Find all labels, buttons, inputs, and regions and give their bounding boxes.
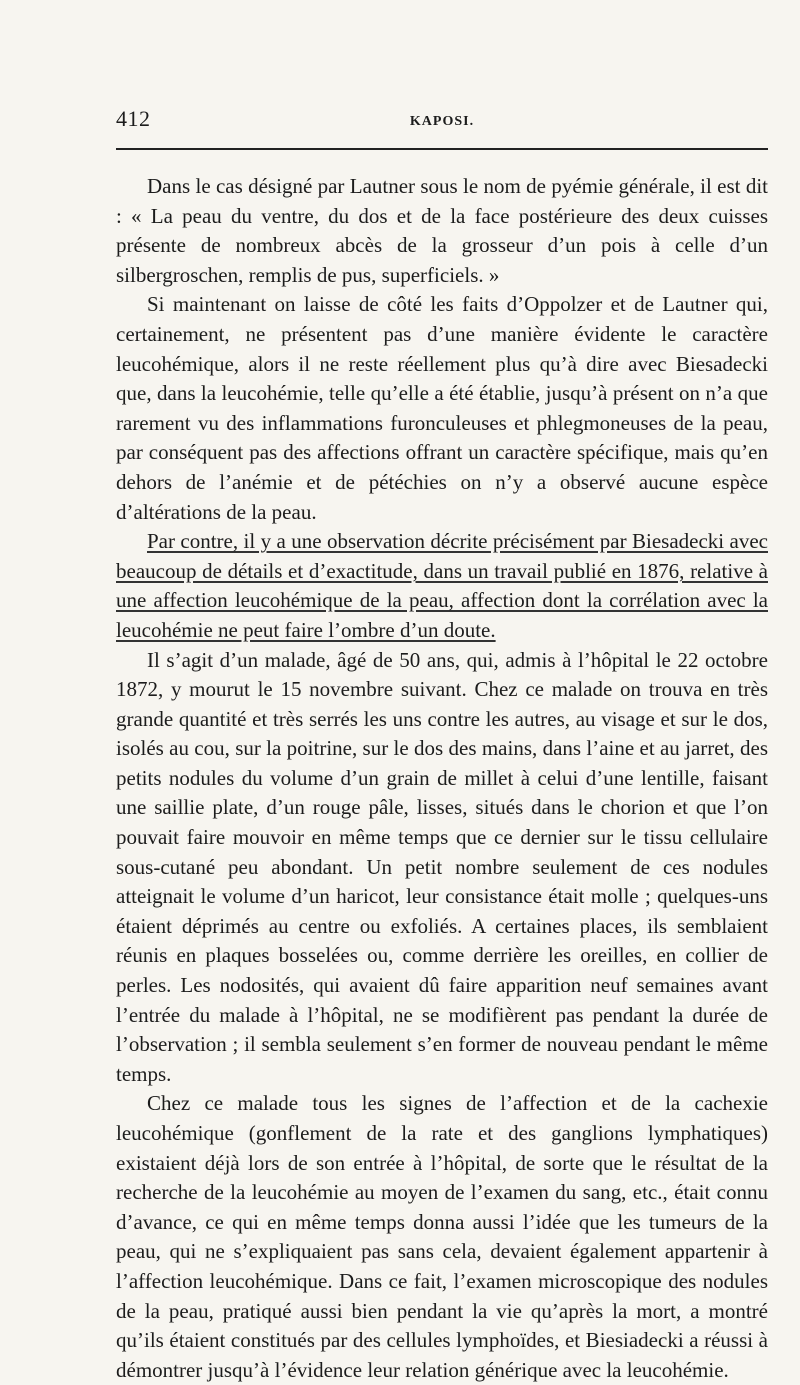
header-rule xyxy=(116,148,768,150)
page-header xyxy=(116,104,768,132)
body-text xyxy=(116,172,768,1385)
paragraph-biesadecki-observation: Par contre, il y a une observation décrite précisément par Biesadecki avec beaucoup de détails et d’exactitude, dans un travail publié en 1876, relative à une affection leucohémique de la peau, affection dont la corrélation avec la leucohémie ne peut faire l’ombre d’un doute. xyxy=(116,529,768,642)
paragraph-patient-case: Il s’agit d’un malade, âgé de 50 ans, qui, admis à l’hôpital le 22 octobre 1872, y mourut le 15 novembre suivant. Chez ce malade on trouva en très grande quantité et très serrés les uns contre les autres, au visage et sur le dos, isolés au cou, sur la poitrine, sur le dos des mains, dans l’aine et au jarret, des petits nodules du volume d’un grain de millet à celui d’une lentille, faisant une saillie plate, d’un rouge pâle, lisses, situés dans le chorion et que l’on pouvait faire mouvoir en même temps que ce dernier sur le tissu cellulaire sous-cutané peu abondant. Un petit nombre seulement de ces nodules atteignait le volume d’un haricot, leur consistance était molle ; quelques-uns étaient déprimés au centre ou exfoliés. A certaines places, ils semblaient réunis en plaques bosselées ou, comme derrière les oreilles, en collier de perles. Les nodosités, qui avaient dû faire apparition neuf semaines avant l’entrée du malade à l’hôpital, ne se modifièrent pas pendant la durée de l’observation ; il sembla seulement s’en former de nouveau pendant le même temps. xyxy=(116,647,768,1086)
page-number: 412 xyxy=(116,106,151,131)
running-head: KAPOSI. xyxy=(409,114,475,129)
book-page xyxy=(116,104,768,1385)
paragraph-leucohemic-signs: Chez ce malade tous les signes de l’affection et de la cachexie leucohémique (gonflement de la rate et des ganglions lymphatiques) existaient déjà lors de son entrée à l’hôpital, de sorte que le résultat de la recherche de la leucohémie au moyen de l’examen du sang, etc., était connu d’avance, ce qui en même temps donna aussi l’idée que les tumeurs de la peau, qui ne s’expliquaient pas sans cela, devaient également appartenir à l’affection leucohémique. Dans ce fait, l’examen microscopique des nodules de la peau, pratiqué aussi bien pendant la vie qu’après la mort, a montré qu’ils étaient constitués par des cellules lymphoïdes, et Biesiadecki a réussi à démontrer jusqu’à l’évidence leur relation générique avec la leucohémie. xyxy=(116,1091,768,1382)
paragraph-oppolzer: Si maintenant on laisse de côté les faits d’Oppolzer et de Lautner qui, certainement, ne présentent pas d’une manière évidente le caractère leucohémique, alors il ne reste réellement plus qu’à dire avec Biesadecki que, dans la leucohémie, telle qu’elle a été établie, jusqu’à présent on n’a que rarement vu des inflammations furonculeuses et phlegmoneuses de la peau, par conséquent pas des affections offrant un caractère spécifique, mais qu’en dehors de l’anémie et de pétéchies on n’y a observé aucune espèce d’altérations de la peau. xyxy=(116,292,768,524)
paragraph-lautner-quote: Dans le cas désigné par Lautner sous le nom de pyémie générale, il est dit : « La peau du ventre, du dos et de la face postérieure des deux cuisses présente de nombreux abcès de la grosseur d’un pois à celle d’un silbergroschen, remplis de pus, superficiels. » xyxy=(116,174,768,287)
